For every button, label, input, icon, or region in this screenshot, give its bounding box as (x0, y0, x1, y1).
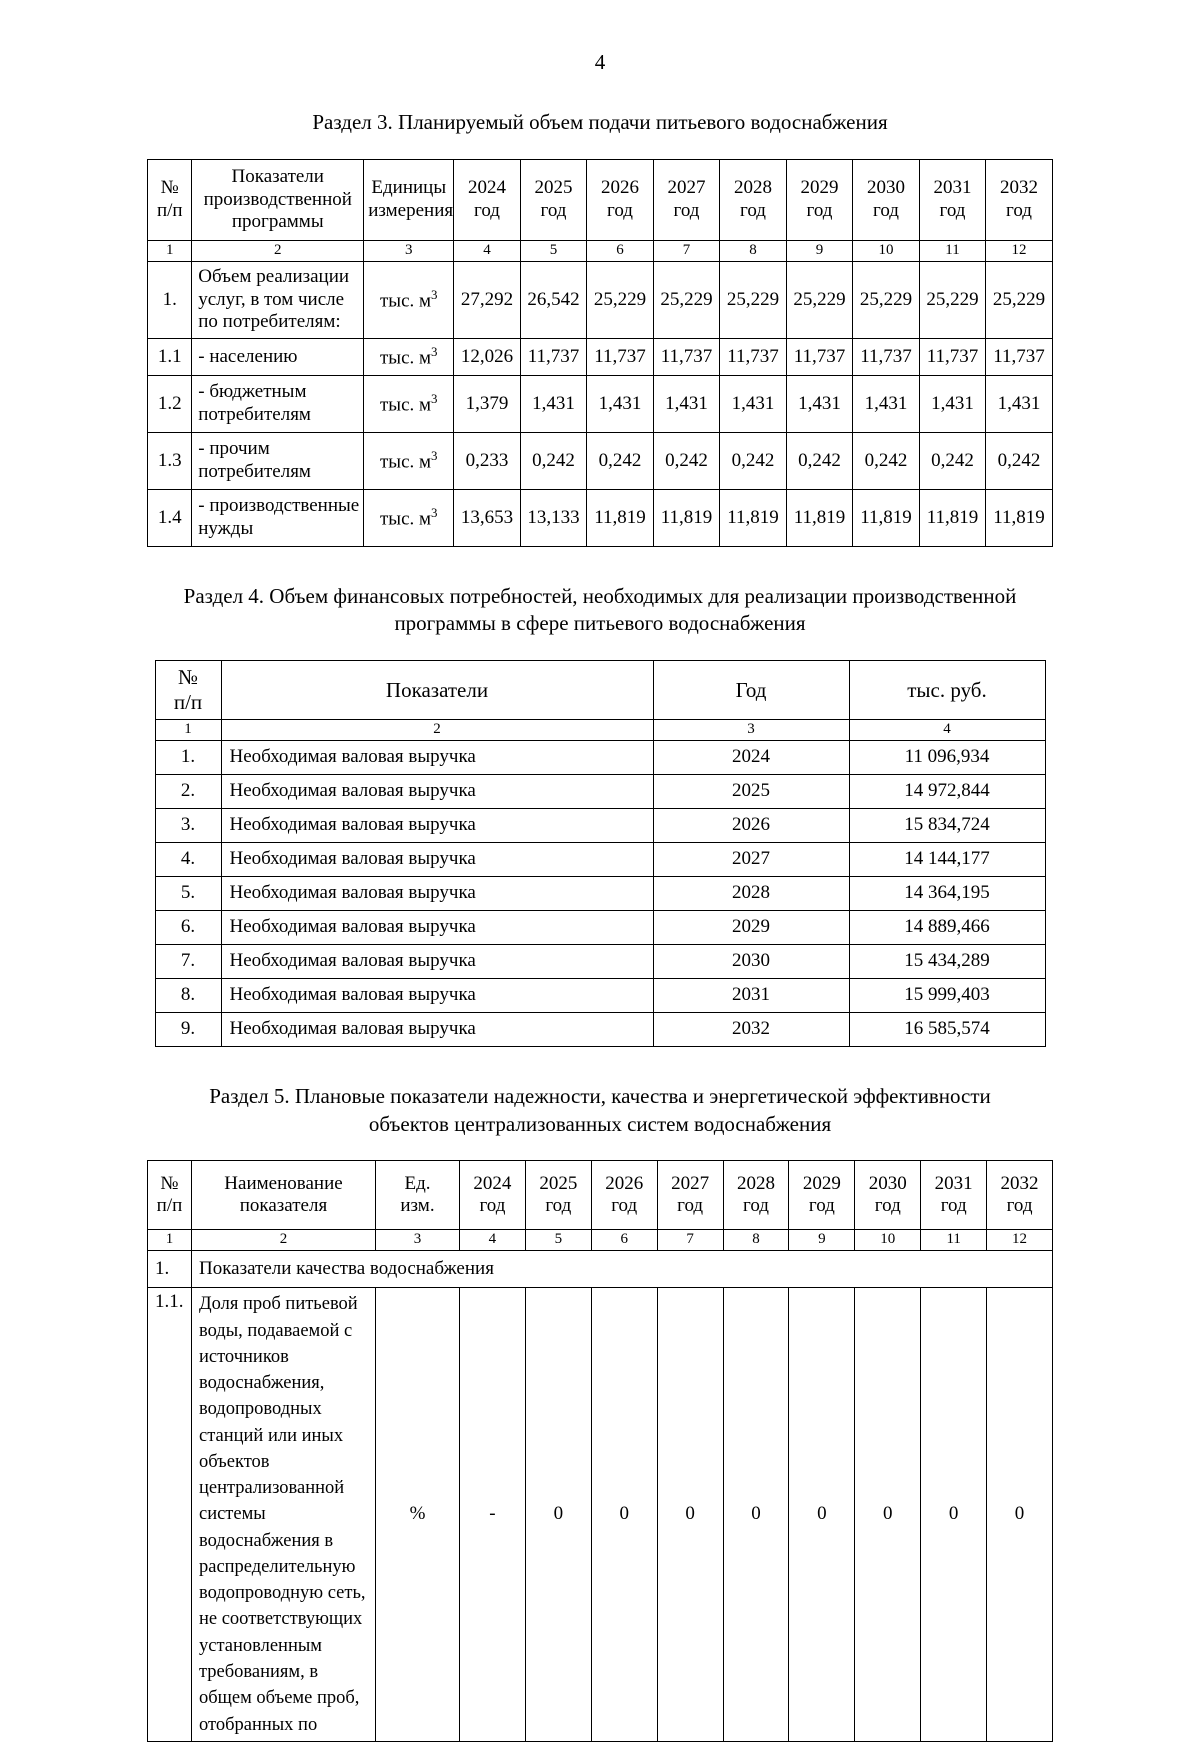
row-year: 2026 (653, 808, 849, 842)
header-cell-year-2031 (921, 1161, 987, 1230)
row-value: 0 (987, 1288, 1053, 1742)
row-value: 1,431 (720, 375, 787, 432)
header-name-line2: показателя (239, 1195, 328, 1217)
section-4-title (120, 583, 1080, 638)
row-value: 11,737 (720, 338, 787, 375)
header-unit-line1: Единицы (371, 177, 447, 199)
section-4-title-line2: программы в сфере питьевого водоснабжения (394, 611, 806, 636)
header-year-word: год (540, 199, 567, 221)
row-value: 11,819 (986, 489, 1053, 546)
column-number: 8 (720, 240, 787, 261)
table-row (155, 808, 1045, 842)
header-no-line2: п/п (156, 1195, 183, 1217)
header-year-word: год (873, 199, 899, 221)
row-value: 15 999,403 (849, 978, 1045, 1012)
row-value: 11 096,934 (849, 740, 1045, 774)
row-no: 1.1. (147, 1288, 191, 1742)
table-row (147, 1288, 1052, 1742)
column-number: 1 (148, 240, 192, 261)
header-year-word: год (607, 199, 633, 221)
header-year-word: год (474, 199, 500, 221)
header-year-value: 2028 (736, 1172, 775, 1194)
row-value: 11,737 (520, 338, 587, 375)
header-cell-year-2031 (919, 159, 986, 240)
row-no: 1.2 (148, 375, 192, 432)
header-unit-line2: измерения (368, 199, 454, 221)
row-value: 1,431 (587, 375, 654, 432)
header-indicator-line1: Показатели (231, 166, 324, 188)
header-unit-line1: Ед. (404, 1172, 431, 1194)
column-number: 10 (853, 240, 920, 261)
table-header-row (155, 661, 1045, 720)
row-value: 26,542 (520, 261, 587, 338)
header-cell-year-2029 (786, 159, 853, 240)
section-3-title: Раздел 3. Планируемый объем подачи питьевого водоснабжения (312, 110, 888, 134)
header-year-value: 2027 (671, 1172, 710, 1194)
row-value: 0 (921, 1288, 987, 1742)
section-5-title (125, 1083, 1075, 1138)
section-3-table (147, 159, 1053, 547)
row-value: 0,242 (986, 432, 1053, 489)
row-value: 11,737 (587, 338, 654, 375)
row-value: 1,431 (786, 375, 853, 432)
column-number: 9 (786, 240, 853, 261)
header-year-word: год (673, 199, 700, 221)
header-cell-unit (364, 159, 454, 240)
header-year-word: год (939, 199, 966, 221)
header-indicator-line3: программы (231, 210, 324, 232)
header-cell-value: тыс. руб. (849, 661, 1045, 720)
column-number: 7 (653, 240, 720, 261)
row-value: 25,229 (653, 261, 720, 338)
header-year-word: год (545, 1195, 572, 1217)
row-no: 7. (155, 944, 221, 978)
column-number: 6 (591, 1230, 657, 1251)
header-year-word: год (808, 1195, 835, 1217)
header-cell-indicator (192, 159, 364, 240)
header-cell-year-2028 (720, 159, 787, 240)
header-year-word: год (1006, 1195, 1033, 1217)
column-number-row (147, 1230, 1052, 1251)
row-no: 5. (155, 876, 221, 910)
header-cell-no (155, 661, 221, 720)
row-value: 11,737 (919, 338, 986, 375)
header-cell-year-2024 (459, 1161, 525, 1230)
header-name-line1: Наименование (224, 1172, 343, 1194)
row-unit (364, 375, 454, 432)
column-number: 11 (921, 1230, 987, 1251)
header-year-value: 2024 (468, 177, 506, 199)
header-unit-line2: изм. (400, 1195, 435, 1217)
row-value: 0 (657, 1288, 723, 1742)
row-year: 2029 (653, 910, 849, 944)
header-year-word: год (740, 199, 766, 221)
column-number: 1 (155, 720, 221, 741)
column-number: 2 (221, 720, 653, 741)
row-indicator: Необходимая валовая выручка (221, 1012, 653, 1046)
row-value: 0,242 (653, 432, 720, 489)
row-value: 0,242 (520, 432, 587, 489)
header-cell-year: Год (653, 661, 849, 720)
row-indicator: Необходимая валовая выручка (221, 842, 653, 876)
row-value: 14 889,466 (849, 910, 1045, 944)
column-number: 7 (657, 1230, 723, 1251)
row-value: 25,229 (986, 261, 1053, 338)
section-5-title-line1: Раздел 5. Плановые показатели надежности, качества и энергетической эффективности (209, 1083, 991, 1108)
column-number: 12 (986, 240, 1053, 261)
row-value: 25,229 (786, 261, 853, 338)
row-unit (364, 261, 454, 338)
row-value: 0 (591, 1288, 657, 1742)
row-value: 1,431 (919, 375, 986, 432)
row-value: 14 364,195 (849, 876, 1045, 910)
header-year-word: год (743, 1195, 769, 1217)
header-no-line1: № (177, 665, 199, 690)
column-number: 4 (454, 240, 521, 261)
row-value: 0,242 (786, 432, 853, 489)
row-value: 1,431 (986, 375, 1053, 432)
column-number: 2 (191, 1230, 375, 1251)
header-year-value: 2026 (605, 1172, 644, 1194)
header-cell-year-2025 (520, 159, 587, 240)
header-cell-name (191, 1161, 375, 1230)
row-value: 13,653 (454, 489, 521, 546)
row-value: 0 (789, 1288, 855, 1742)
row-value: 11,819 (919, 489, 986, 546)
row-year: 2028 (653, 876, 849, 910)
column-number: 4 (849, 720, 1045, 741)
row-year: 2024 (653, 740, 849, 774)
header-cell-year-2032 (986, 159, 1053, 240)
row-no: 1.3 (148, 432, 192, 489)
unit-exponent: 3 (431, 504, 438, 520)
row-value: 11,819 (853, 489, 920, 546)
header-cell-year-2030 (853, 159, 920, 240)
header-cell-year-2025 (525, 1161, 591, 1230)
header-no-line1: № (160, 1172, 179, 1194)
unit-exponent: 3 (431, 343, 438, 359)
column-number: 5 (520, 240, 587, 261)
header-cell-year-2024 (454, 159, 521, 240)
column-number: 3 (653, 720, 849, 741)
header-year-value: 2027 (667, 177, 706, 199)
section-5-table (147, 1160, 1053, 1742)
header-year-word: год (874, 1195, 901, 1217)
row-value: 0,242 (587, 432, 654, 489)
row-value: 1,431 (520, 375, 587, 432)
header-year-value: 2029 (800, 177, 839, 199)
header-year-word: год (806, 199, 833, 221)
header-year-value: 2025 (539, 1172, 578, 1194)
table-row (155, 876, 1045, 910)
row-value: 12,026 (454, 338, 521, 375)
row-value: 11,737 (653, 338, 720, 375)
column-number: 8 (723, 1230, 789, 1251)
group-row-no: 1. (147, 1251, 191, 1288)
header-cell-no (147, 1161, 191, 1230)
row-indicator: Необходимая валовая выручка (221, 978, 653, 1012)
header-year-value: 2029 (802, 1172, 841, 1194)
table-header-row (148, 159, 1053, 240)
row-value: 0,233 (454, 432, 521, 489)
row-name: - бюджетным потребителям (192, 375, 364, 432)
row-unit (364, 432, 454, 489)
unit-exponent: 3 (431, 390, 438, 406)
row-value: 15 434,289 (849, 944, 1045, 978)
unit-base: тыс. м (380, 451, 432, 473)
row-name: Доля проб питьевой воды, подаваемой с источников водоснабжения, водопроводных станций или иных объектов централизованной системы водоснабжения в распределительную водопроводную сеть, не соответствующих установленным требованиям, в общем объеме проб, отобранных по (191, 1288, 375, 1742)
column-number: 9 (789, 1230, 855, 1251)
row-value: 0,242 (919, 432, 986, 489)
row-value: 11,819 (587, 489, 654, 546)
row-value: 1,431 (653, 375, 720, 432)
row-value: 14 972,844 (849, 774, 1045, 808)
table-row (155, 910, 1045, 944)
header-year-value: 2025 (534, 177, 573, 199)
row-name: - населению (192, 338, 364, 375)
header-cell-year-2029 (789, 1161, 855, 1230)
row-value: 25,229 (919, 261, 986, 338)
row-value: - (459, 1288, 525, 1742)
header-indicator-line2: производственной (203, 188, 352, 210)
row-no: 1. (155, 740, 221, 774)
header-year-value: 2032 (1000, 1172, 1039, 1194)
row-indicator: Необходимая валовая выручка (221, 944, 653, 978)
table-row (155, 944, 1045, 978)
header-year-value: 2031 (934, 1172, 973, 1194)
row-indicator: Необходимая валовая выручка (221, 876, 653, 910)
row-year: 2027 (653, 842, 849, 876)
row-indicator: Необходимая валовая выручка (221, 808, 653, 842)
row-value: 0,242 (720, 432, 787, 489)
column-number: 3 (364, 240, 454, 261)
row-value: 25,229 (720, 261, 787, 338)
header-no-line1: № (160, 177, 179, 199)
column-number: 4 (459, 1230, 525, 1251)
row-year: 2030 (653, 944, 849, 978)
row-no: 3. (155, 808, 221, 842)
column-number: 6 (587, 240, 654, 261)
page-number: 4 (594, 50, 606, 74)
header-year-word: год (677, 1195, 704, 1217)
header-year-value: 2030 (868, 1172, 907, 1194)
document-page (0, 52, 1200, 1749)
table-row (155, 842, 1045, 876)
row-year: 2031 (653, 978, 849, 1012)
row-value: 0,242 (853, 432, 920, 489)
header-cell-year-2027 (653, 159, 720, 240)
header-cell-year-2030 (855, 1161, 921, 1230)
table-row (148, 261, 1053, 338)
header-cell-year-2027 (657, 1161, 723, 1230)
column-number: 12 (987, 1230, 1053, 1251)
header-cell-unit (375, 1161, 459, 1230)
table-group-row (147, 1251, 1052, 1288)
column-number-row (155, 720, 1045, 741)
header-year-value: 2024 (473, 1172, 512, 1194)
row-value: 11,819 (653, 489, 720, 546)
row-value: 27,292 (454, 261, 521, 338)
row-year: 2032 (653, 1012, 849, 1046)
header-year-value: 2028 (734, 177, 772, 199)
row-name: - прочим потребителям (192, 432, 364, 489)
group-row-label: Показатели качества водоснабжения (191, 1251, 1052, 1288)
header-year-value: 2032 (1000, 177, 1038, 199)
section-4-table (155, 660, 1046, 1047)
row-unit (364, 338, 454, 375)
column-number: 5 (525, 1230, 591, 1251)
row-value: 1,431 (853, 375, 920, 432)
row-value: 15 834,724 (849, 808, 1045, 842)
row-name: - производственные нужды (192, 489, 364, 546)
unit-base: тыс. м (380, 347, 432, 369)
row-no: 1.1 (148, 338, 192, 375)
table-row (148, 432, 1053, 489)
column-number: 1 (147, 1230, 191, 1251)
row-indicator: Необходимая валовая выручка (221, 774, 653, 808)
row-value: 25,229 (587, 261, 654, 338)
row-value: 11,737 (986, 338, 1053, 375)
row-no: 8. (155, 978, 221, 1012)
header-cell-indicator: Показатели (221, 661, 653, 720)
row-indicator: Необходимая валовая выручка (221, 910, 653, 944)
unit-exponent: 3 (431, 447, 438, 463)
table-row (148, 375, 1053, 432)
table-row (148, 489, 1053, 546)
row-unit: % (375, 1288, 459, 1742)
header-cell-no (148, 159, 192, 240)
row-value: 0 (525, 1288, 591, 1742)
unit-base: тыс. м (380, 394, 432, 416)
row-no: 9. (155, 1012, 221, 1046)
header-cell-year-2028 (723, 1161, 789, 1230)
row-name: Объем реализации услуг, в том числе по потребителям: (192, 261, 364, 338)
row-value: 0 (723, 1288, 789, 1742)
table-row (155, 740, 1045, 774)
header-year-word: год (940, 1195, 967, 1217)
header-no-line2: п/п (173, 690, 203, 715)
header-no-line2: п/п (156, 199, 183, 221)
row-value: 14 144,177 (849, 842, 1045, 876)
row-value: 0 (855, 1288, 921, 1742)
row-no: 6. (155, 910, 221, 944)
column-number: 3 (375, 1230, 459, 1251)
row-no: 1.4 (148, 489, 192, 546)
table-row (155, 978, 1045, 1012)
column-number: 2 (192, 240, 364, 261)
header-year-value: 2031 (933, 177, 972, 199)
row-value: 11,737 (853, 338, 920, 375)
header-cell-year-2026 (591, 1161, 657, 1230)
row-value: 11,737 (786, 338, 853, 375)
row-unit (364, 489, 454, 546)
column-number: 10 (855, 1230, 921, 1251)
column-number-row (148, 240, 1053, 261)
row-value: 25,229 (853, 261, 920, 338)
header-year-value: 2030 (867, 177, 905, 199)
table-row (155, 774, 1045, 808)
row-value: 16 585,574 (849, 1012, 1045, 1046)
section-5-title-line2: объектов централизованных систем водоснабжения (368, 1111, 832, 1136)
row-value: 11,819 (786, 489, 853, 546)
row-no: 4. (155, 842, 221, 876)
row-no: 1. (148, 261, 192, 338)
unit-base: тыс. м (380, 290, 432, 312)
row-value: 13,133 (520, 489, 587, 546)
column-number: 11 (919, 240, 986, 261)
table-row (148, 338, 1053, 375)
row-value: 11,819 (720, 489, 787, 546)
row-year: 2025 (653, 774, 849, 808)
header-cell-year-2026 (587, 159, 654, 240)
unit-base: тыс. м (380, 508, 432, 530)
unit-exponent: 3 (431, 286, 438, 302)
section-4-title-line1: Раздел 4. Объем финансовых потребностей, необходимых для реализации производственной (183, 583, 1017, 608)
row-value: 1,379 (454, 375, 521, 432)
header-year-value: 2026 (601, 177, 639, 199)
row-indicator: Необходимая валовая выручка (221, 740, 653, 774)
header-year-word: год (479, 1195, 506, 1217)
header-year-word: год (611, 1195, 638, 1217)
table-header-row (147, 1161, 1052, 1230)
header-cell-year-2032 (987, 1161, 1053, 1230)
row-no: 2. (155, 774, 221, 808)
table-row (155, 1012, 1045, 1046)
header-year-word: год (1006, 199, 1032, 221)
